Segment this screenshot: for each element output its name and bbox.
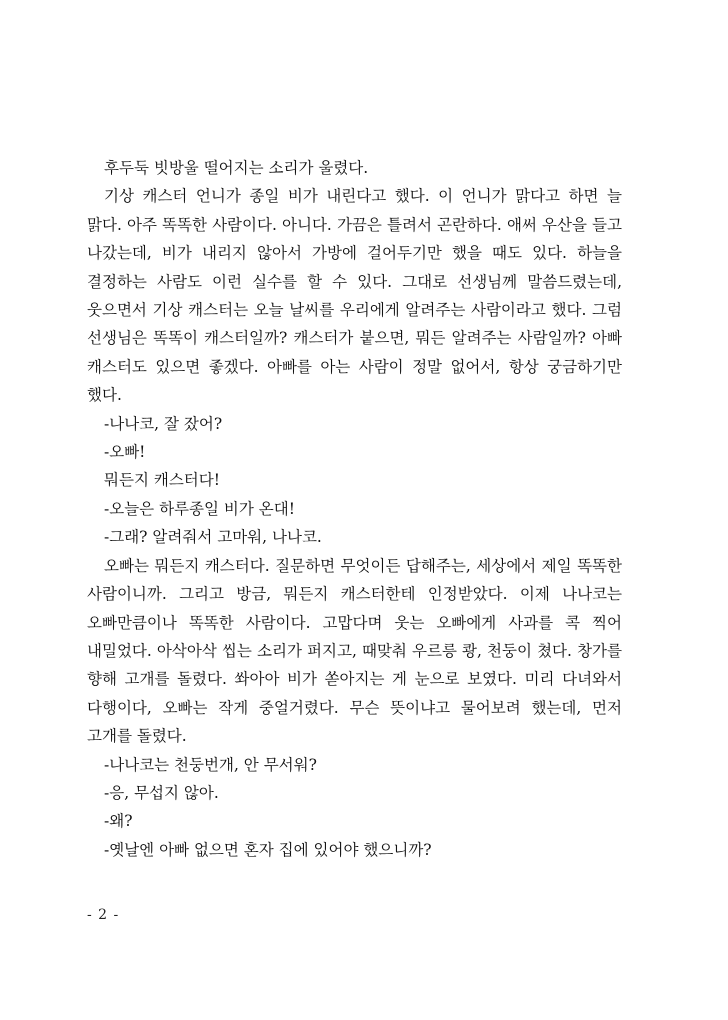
- dialogue-line: -오늘은 하루종일 비가 온대!: [104, 499, 295, 518]
- dialogue-line: -응, 무섭지 않아.: [104, 783, 219, 802]
- dialogue-line: -나나코, 잘 잤어?: [104, 414, 223, 433]
- dialogue-line: -그래? 알려줘서 고마워, 나나코.: [104, 528, 322, 547]
- paragraph: 오빠는 뭐든지 캐스터다. 질문하면 무엇이든 답해주는, 세상에서 제일 똑똑한 사람이니까. 그리고 방금, 뭐든지 캐스터한테 인정받았다. 이제 나나코는 오빠만큼이나 똑똑한 사람이다. 고맙다며 웃는 오빠에게 사과를 콕 찍어 내밀었다. 아삭아삭 씹는 소리가 퍼지고, 때맞춰 우르릉 쾅, 천둥이 쳤다. 창가를 향해 고개를 돌렸다. 쏴아아 비가 쏟아지는 게 눈으로 보였다. 미리 다녀와서 다행이다, 오빠는 작게 중얼거렸다. 무슨 뜻이냐고 물어보려 했는데, 먼저 고개를 돌렸다.: [87, 556, 622, 746]
- paragraph: 기상 캐스터 언니가 종일 비가 내린다고 했다. 이 언니가 맑다고 하면 늘 맑다. 아주 똑똑한 사람이다. 아니다. 가끔은 틀려서 곤란하다. 애써 우산을 들고 나갔는데, 비가 내리지 않아서 가방에 걸어두기만 했을 때도 있다. 하늘을 결정하는 사람도 이런 실수를 할 수 있다. 그대로 선생님께 말씀드렸는데, 웃으면서 기상 캐스터는 오늘 날씨를 우리에게 알려주는 사람이라고 했다. 그럼 선생님은 똑똑이 캐스터일까? 캐스터가 붙으면, 뭐든 알려주는 사람일까? 아빠 캐스터도 있으면 좋겠다. 아빠를 아는 사람이 정말 없어서, 항상 궁금하기만 했다.: [87, 187, 622, 405]
- dialogue-line: -옛날엔 아빠 없으면 혼자 집에 있어야 했으니까?: [104, 840, 432, 859]
- dialogue-line: -왜?: [104, 812, 133, 831]
- paragraph: 후두둑 빗방울 떨어지는 소리가 울렸다.: [104, 159, 369, 177]
- paragraph: 뭐든지 캐스터다!: [104, 471, 220, 490]
- dialogue-line: -오빠!: [104, 443, 146, 462]
- body-text: [87, 154, 622, 864]
- page-number: - 2 -: [87, 907, 120, 923]
- dialogue-line: -나나코는 천둥번개, 안 무서워?: [104, 755, 317, 774]
